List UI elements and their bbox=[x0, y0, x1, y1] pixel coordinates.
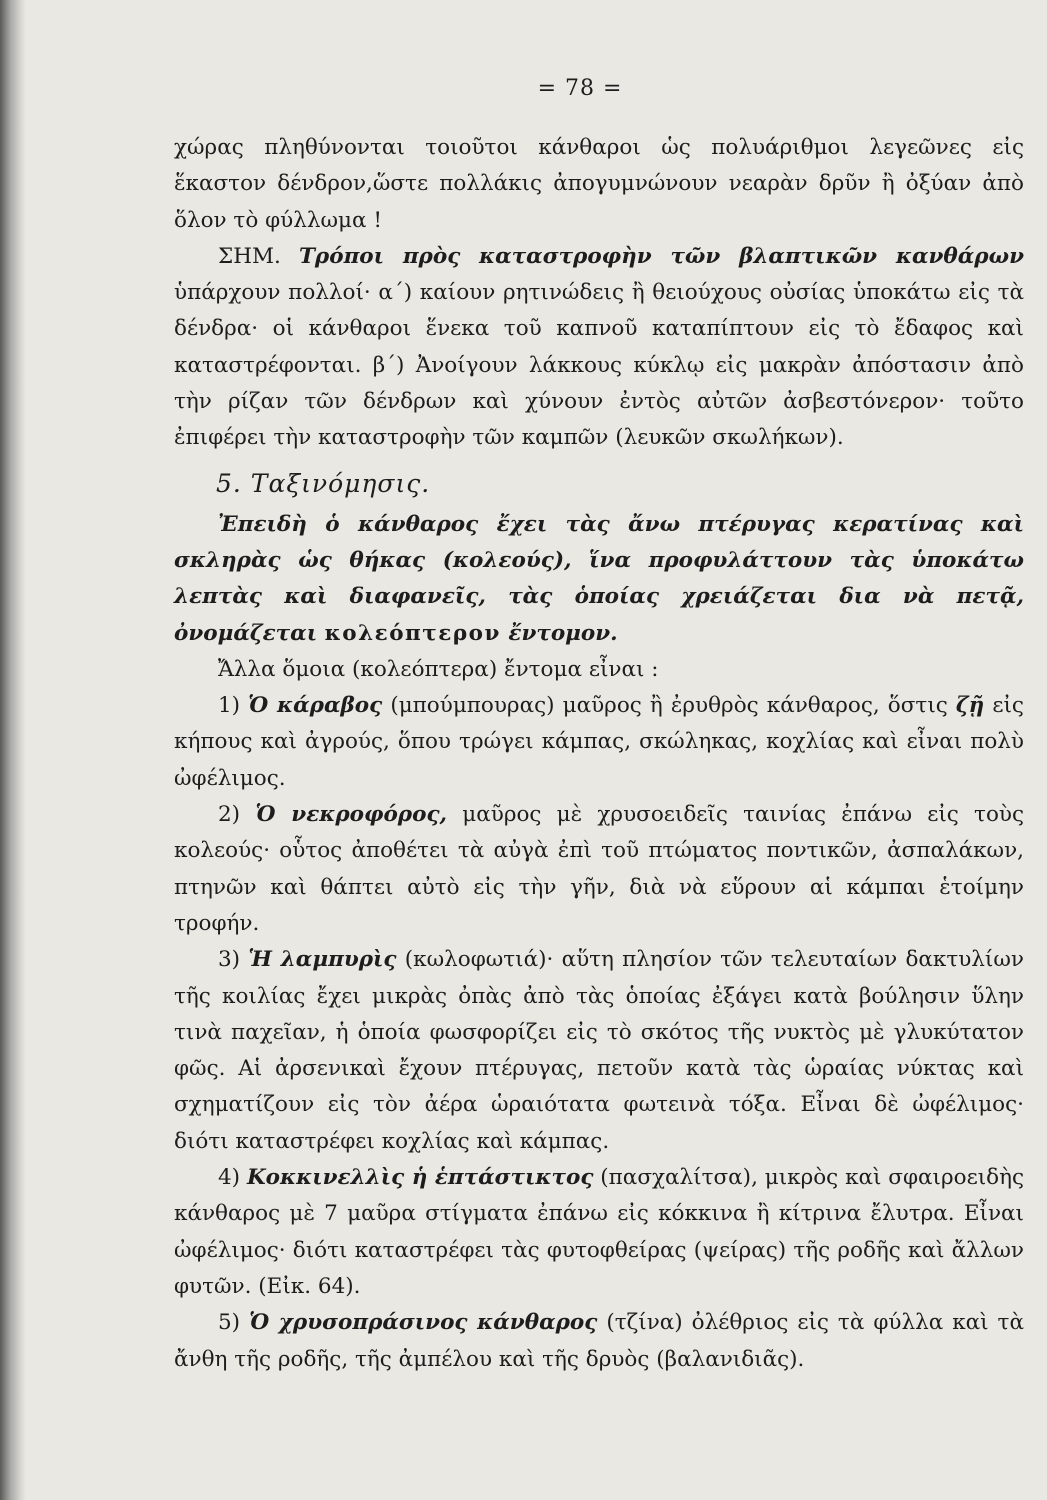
note-paragraph bbox=[174, 239, 1024, 457]
list-item bbox=[174, 942, 1024, 1160]
item-number: 4) bbox=[218, 1165, 241, 1191]
item-name: Κοκκινελλὶς ἡ ἑπτάστικτος bbox=[246, 1165, 594, 1191]
item-text: (κωλοφωτιά)· αὕτη πλησίον τῶν τελευταίων δακτυλίων τῆς κοιλίας ἔχει μικρὰς ὀπὰς ἀπὸ τὰς ὁποίας ἐξάγει κατὰ βούλησιν ὕλην τινὰ παχεῖαν, ἡ ὁποία φωσφορίζει εἰς τὸ σκότος τῆς νυκτὸς μὲ γλυκύτατον φῶς. Αἱ ἀρσενικαὶ ἔχουν πτέρυγας, πετοῦν κατὰ τὰς ὡραίας νύκτας καὶ σχηματίζουν εἰς τὸν ἀέρα ὡραιότατα φωτεινὰ τόξα. Εἶναι δὲ ὠφέλιμος· διότι καταστρέφει κοχλίας καὶ κάμπας. bbox=[174, 947, 1024, 1154]
item-text: (πασχαλίτσα), μικρὸς καὶ σφαιροειδὴς κάνθαρος μὲ 7 μαῦρα στίγματα ἐπάνω εἰς κόκκινα ἢ κίτρινα ἔλυτρα. Εἶναι ὠφέλιμος· διότι καταστρέφει τὰς φυτοφθείρας (ψείρας) τῆς ροδῆς καὶ ἄλλων φυτῶν. (Εἰκ. 64). bbox=[174, 1165, 1025, 1299]
item-text-continued: εἰς κήπους καὶ ἀγρούς, ὅπου τρώγει κάμπας, σκώληκας, κοχλίας καὶ εἶναι πολὺ ὠφέλιμος. bbox=[174, 693, 1024, 791]
item-text: (τζίνα) ὀλέθριος εἰς τὰ φύλλα καὶ τὰ ἄνθη τῆς ροδῆς, τῆς ἀμπέλου καὶ τῆς δρυὸς (βαλανιδιᾶς). bbox=[174, 1310, 1024, 1372]
note-title: Τρόποι πρὸς καταστροφὴν τῶν βλαπτικῶν κανθάρων bbox=[298, 243, 1024, 269]
item-name: Ὁ χρυσοπράσινος κάνθαρος bbox=[249, 1310, 598, 1336]
section-heading: 5. Ταξινόμησις. bbox=[216, 468, 431, 498]
item-text: (μπούμπουρας) μαῦρος ἢ ἐρυθρὸς κάνθαρος, ὅστις bbox=[390, 693, 948, 719]
item-text: μαῦρος μὲ χρυσοειδεῖς ταινίας ἐπάνω εἰς τοὺς κολεούς· οὗτος ἀποθέτει τὰ αὐγὰ ἐπὶ τοῦ πτώματος ποντικῶν, ἀσπαλάκων, πτηνῶν καὶ θάπτει αὐτὸ εἰς τὴν γῆν, διὰ νὰ εὕρουν αἱ κάμπαι ἑτοίμην τροφήν. bbox=[174, 802, 1025, 936]
list-item bbox=[174, 1160, 1024, 1305]
note-text: ὑπάρχουν πολλοί· α΄) καίουν ρητινώδεις ἢ θειούχους οὐσίας ὑποκάτω εἰς τὰ δένδρα· οἱ κάνθαροι ἕνεκα τοῦ καπνοῦ καταπίπτουν εἰς τὸ ἔδαφος καὶ καταστρέφονται. β΄) Ἀνοίγουν λάκκους κύκλῳ εἰς μακρὰν ἀπόστασιν ἀπὸ τὴν ρίζαν τῶν δένδρων καὶ χύνουν ἐντὸς αὐτῶν ἀσβεστόνερον· τοῦτο ἐπιφέρει τὴν καταστροφὴν τῶν καμπῶν (λευκῶν σκωλήκων). bbox=[174, 280, 1024, 451]
classification-term: κολεόπτερον bbox=[324, 620, 501, 646]
intro-paragraph: χώρας πληθύνονται τοιοῦτοι κάνθαροι ὡς πολυάριθμοι λεγεῶνες εἰς ἕκαστον δένδρον,ὥστε πολλάκις ἀπογυμνώνουν νεαρὰν δρῦν ἢ ὀξύαν ἀπὸ ὅλον τὸ φύλλωμα ! bbox=[174, 135, 1024, 233]
item-number: 5) bbox=[218, 1310, 241, 1336]
classification-term-end: ἔντομον. bbox=[508, 620, 618, 646]
item-number: 3) bbox=[218, 947, 241, 973]
note-label: ΣΗΜ. bbox=[218, 243, 281, 269]
classification-text: Ἐπειδὴ ὁ κάνθαρος ἔχει τὰς ἄνω πτέρυγας κερατίνας καὶ σκληρὰς ὡς θήκας (κολεούς), ἵνα προφυλάττουν τὰς ὑποκάτω λεπτὰς καὶ διαφανεῖς, τὰς ὁποίας χρειάζεται δια νὰ πετᾷ, ὀνομάζεται bbox=[174, 511, 1024, 646]
item-number: 1) bbox=[218, 693, 241, 719]
page-number: = 78 = bbox=[537, 76, 623, 101]
list-item bbox=[174, 797, 1024, 942]
list-item bbox=[174, 1305, 1024, 1378]
item-emphasis: ζῇ bbox=[955, 693, 985, 719]
classification-paragraph bbox=[174, 507, 1024, 652]
item-name: Ὁ νεκροφόρος, bbox=[255, 802, 448, 828]
page-content bbox=[174, 130, 1024, 1378]
list-item bbox=[174, 688, 1024, 797]
item-name: Ὁ κάραβος bbox=[248, 693, 383, 719]
item-number: 2) bbox=[218, 802, 241, 828]
others-intro: Ἄλλα ὅμοια (κολεόπτερα) ἔντομα εἶναι : bbox=[218, 656, 659, 682]
item-name: Ἡ λαμπυρὶς bbox=[248, 947, 397, 973]
